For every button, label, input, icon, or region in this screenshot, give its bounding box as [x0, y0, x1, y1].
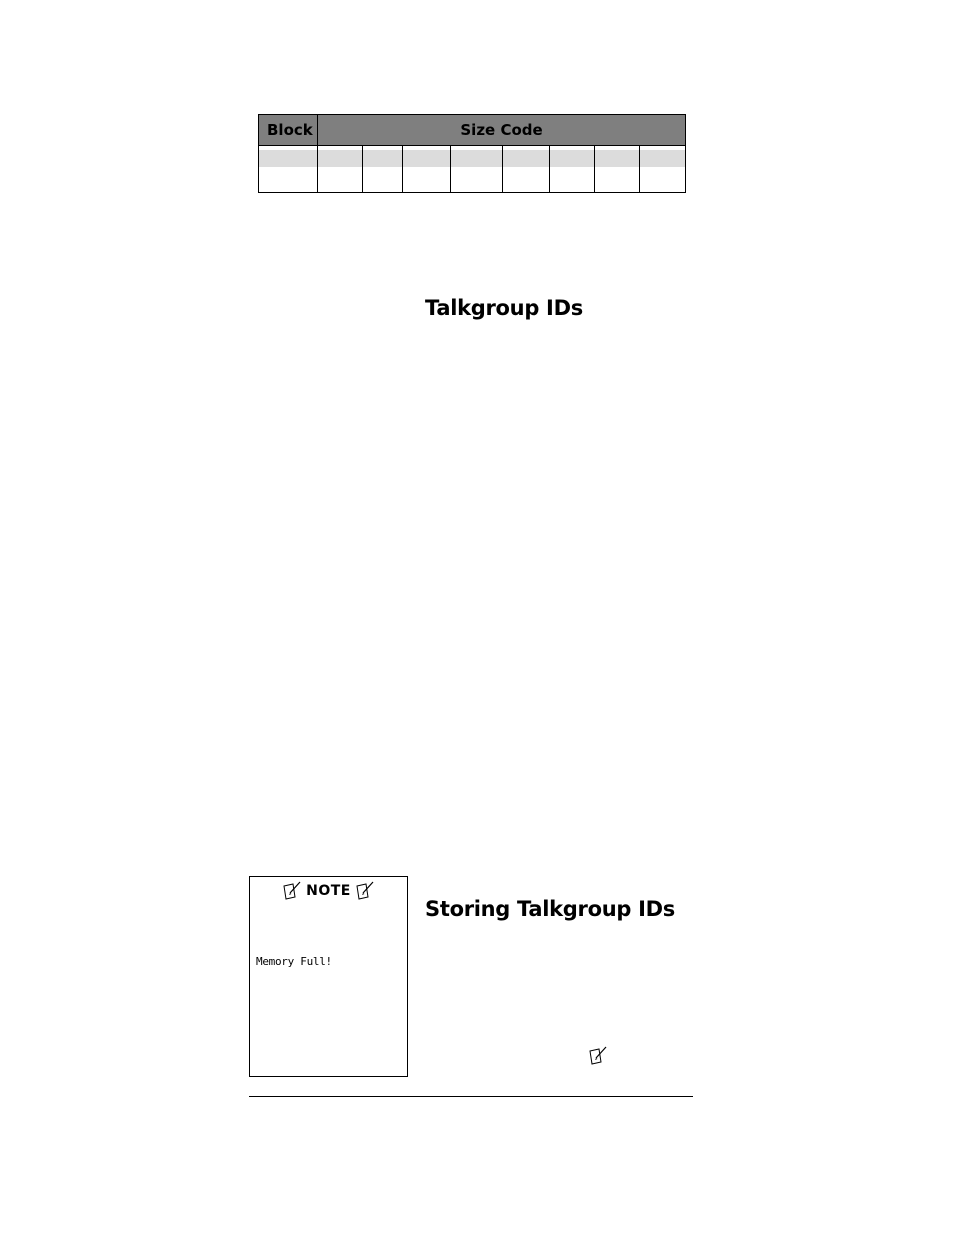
note-box [249, 876, 408, 1077]
page-footer-rule [249, 1096, 693, 1097]
size-code-column-header: Size Code [318, 115, 686, 146]
size-code-cell [640, 167, 686, 193]
note-pencil-icon [588, 1046, 608, 1070]
note-pencil-icon [282, 881, 302, 901]
block-cell [259, 167, 318, 193]
size-code-cell [451, 167, 503, 193]
size-code-cell [363, 167, 403, 193]
note-header [250, 881, 407, 901]
size-code-cell [318, 167, 363, 193]
memory-full-display-text: Memory Full! [256, 955, 332, 968]
storing-talkgroup-ids-heading: Storing Talkgroup IDs [425, 897, 675, 921]
block-column-header: Block [259, 115, 318, 146]
note-label: NOTE [306, 883, 351, 899]
table-header-row [259, 115, 686, 146]
size-code-cell [595, 167, 640, 193]
note-pencil-icon [355, 881, 375, 901]
size-code-table [258, 114, 686, 193]
table-row [259, 167, 686, 193]
size-code-cell [403, 167, 451, 193]
size-code-cell [550, 167, 595, 193]
talkgroup-ids-heading: Talkgroup IDs [425, 296, 583, 320]
size-code-cell [503, 167, 550, 193]
table-shaded-row [259, 150, 686, 167]
